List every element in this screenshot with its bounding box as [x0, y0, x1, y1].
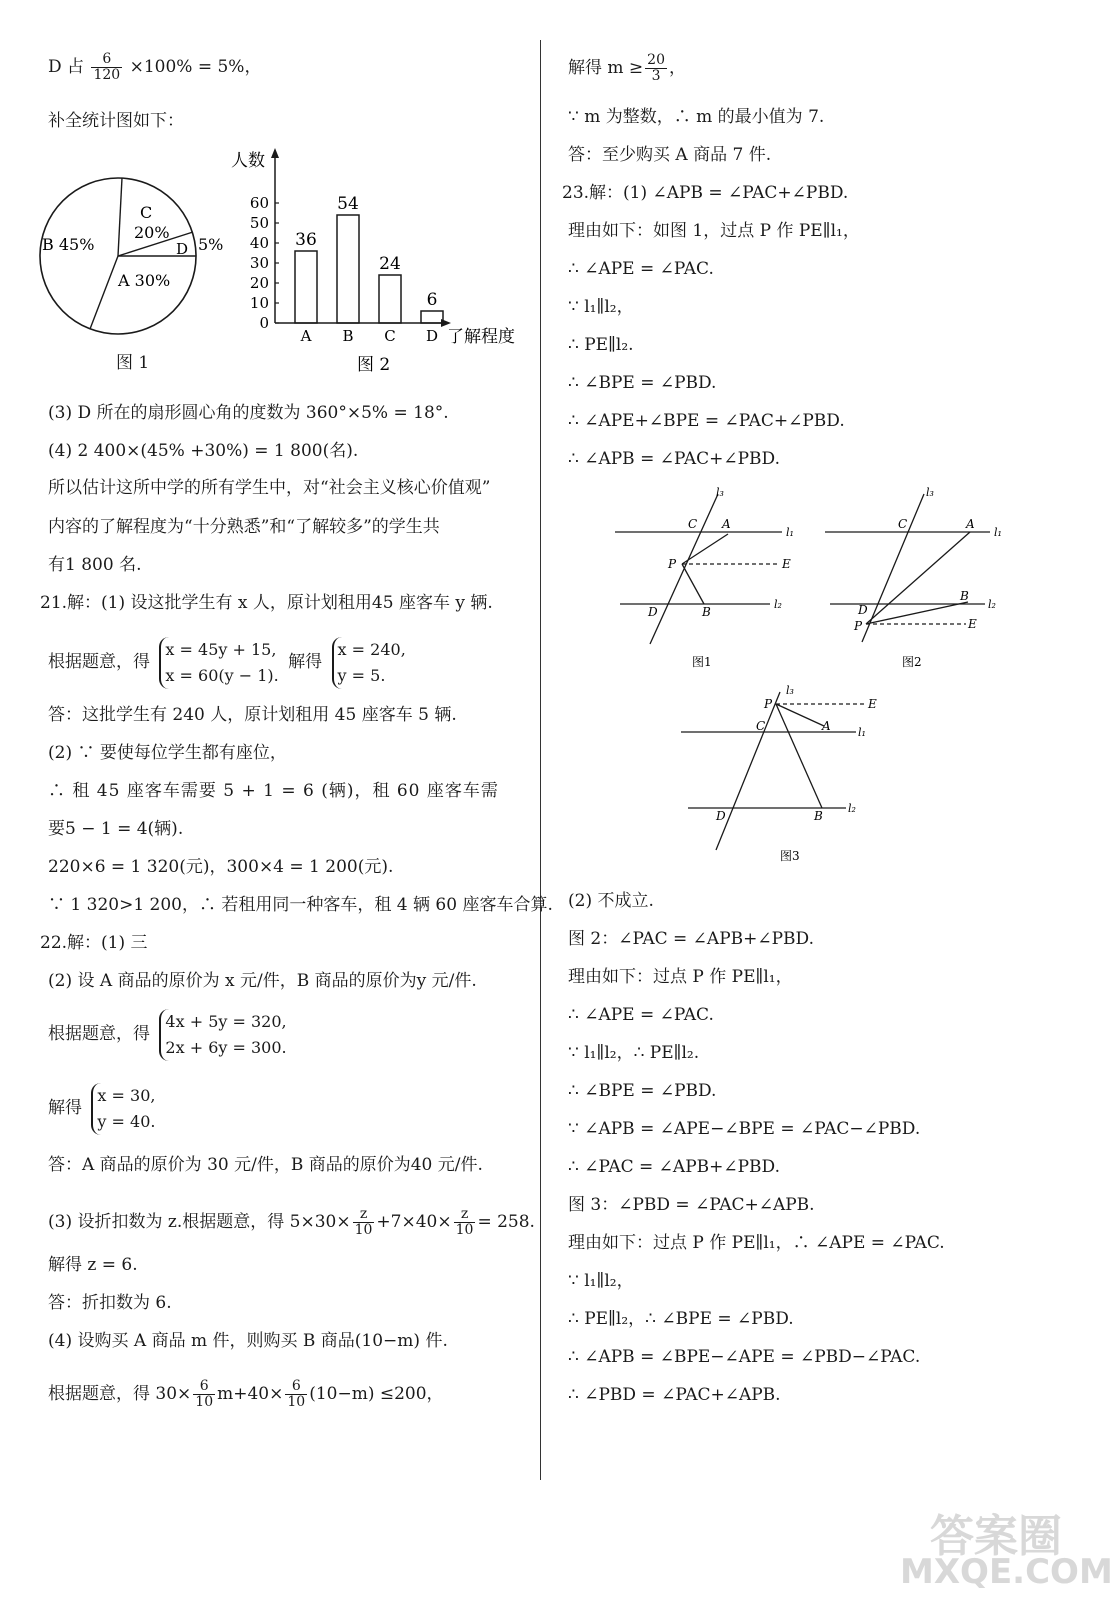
line: (3) D 所在的扇形圆心角的度数为 360°×5% = 18°.	[48, 403, 449, 423]
denominator: 10	[354, 1222, 373, 1238]
line: ∴ PE∥l₂.	[568, 335, 634, 355]
line: ∴ ∠APE = ∠PAC.	[568, 1005, 714, 1025]
text: = 258.	[477, 1212, 535, 1232]
line: 答：这批学生有 240 人，原计划租用 45 座客车 5 辆.	[48, 705, 457, 725]
denominator: 10	[195, 1394, 214, 1410]
y-axis-title: 人数	[231, 151, 265, 171]
line: ∵ m 为整数，∴ m 的最小值为 7.	[568, 107, 825, 127]
label-d: D	[648, 605, 658, 619]
text: (10−m) ≤200，	[309, 1384, 444, 1404]
line: ∵ ∠APB = ∠APE−∠BPE = ∠PAC−∠PBD.	[568, 1119, 921, 1139]
x-axis-title: 了解程度	[447, 327, 515, 347]
equation-system	[159, 637, 278, 689]
line-l3	[716, 692, 780, 850]
label-a: A	[822, 719, 831, 733]
label-c: C	[756, 719, 766, 733]
equation-system	[91, 1083, 155, 1135]
line-equation-3	[48, 1200, 535, 1244]
label-p: P	[764, 697, 773, 711]
pie-label-d-percent: 5%	[198, 235, 224, 254]
text: 根据题意，得	[48, 652, 150, 672]
line: (2) ∵ 要使每位学生都有座位，	[48, 743, 287, 763]
pie-label-d: D	[176, 240, 189, 258]
fraction	[193, 1379, 215, 1410]
line: ∴ ∠APE+∠BPE = ∠PAC+∠PBD.	[568, 411, 845, 431]
x-tick-label: C	[384, 327, 396, 345]
figure-caption: 图2	[902, 655, 922, 669]
line: (4) 2 400×(45% +30%) = 1 800(名).	[48, 441, 359, 461]
line: 答：折扣数为 6.	[48, 1293, 172, 1313]
segment-pa	[866, 532, 970, 624]
line: (2) 不成立.	[568, 891, 654, 911]
numerator: 6	[193, 1379, 215, 1395]
slice-divider-a-b	[90, 256, 118, 329]
line: ∴ PE∥l₂，∴ ∠BPE = ∠PBD.	[568, 1309, 794, 1329]
label-d: D	[858, 603, 868, 617]
line: 补全统计图如下：	[48, 111, 184, 131]
line: (2) 设 A 商品的原价为 x 元/件，B 商品的原价为y 元/件.	[48, 971, 477, 991]
label-d: D	[716, 809, 726, 823]
geometry-figure-2	[820, 482, 1020, 672]
bar-a	[295, 251, 317, 323]
text: 解得	[288, 652, 323, 672]
line: 有1 800 名.	[48, 555, 142, 575]
bar-value-label: 24	[379, 254, 401, 274]
equation-system	[159, 1009, 286, 1061]
denominator: 10	[455, 1222, 474, 1238]
text: ，	[669, 58, 686, 78]
line-solve-m	[568, 46, 686, 90]
text: +7×40×	[376, 1212, 452, 1232]
pie-label-b: B 45%	[42, 235, 95, 254]
line: 所以估计这所中学的所有学生中，对“社会主义核心价值观”	[48, 478, 491, 498]
geometry-figure-3	[676, 684, 896, 864]
numerator: z	[353, 1207, 375, 1223]
equation: x = 60(y − 1).	[165, 665, 279, 685]
label-b: B	[814, 809, 823, 823]
text: (3) 设折扣数为 z.根据题意，得 5×30×	[48, 1212, 351, 1232]
line: 21.解：(1) 设这批学生有 x 人，原计划租用45 座客车 y 辆.	[40, 593, 493, 613]
label-a: A	[966, 517, 975, 531]
segment-pb	[682, 564, 704, 604]
label-l2: l₂	[988, 598, 996, 611]
line: 23.解：(1) ∠APB = ∠PAC+∠PBD.	[562, 183, 849, 203]
text: 解得 m ≥	[568, 58, 644, 78]
slice-divider-b-c	[118, 178, 122, 256]
label-l2: l₂	[774, 598, 782, 611]
segment-pa	[776, 704, 824, 726]
bar-value-label: 6	[426, 290, 438, 310]
line: ∴ ∠PAC = ∠APB+∠PBD.	[568, 1157, 780, 1177]
equation: x = 240,	[337, 639, 406, 659]
y-tick-label: 10	[249, 294, 269, 312]
numerator: 20	[647, 52, 665, 68]
line: 要5 − 1 = 4(辆).	[48, 819, 184, 839]
y-tick-label: 0	[259, 314, 269, 332]
geometry-figure-1	[610, 482, 810, 672]
line: ∴ ∠APB = ∠BPE−∠APE = ∠PBD−∠PAC.	[568, 1347, 921, 1367]
line-system-22a	[48, 1006, 291, 1062]
fraction	[454, 1207, 476, 1238]
line: 理由如下：如图 1，过点 P 作 PE∥l₁，	[568, 221, 860, 241]
label-c: C	[898, 517, 908, 531]
equation: y = 5.	[337, 665, 386, 685]
x-tick-label: D	[425, 327, 439, 345]
line-system-22b	[48, 1080, 159, 1136]
label-l3: l₃	[926, 486, 934, 499]
label-l1: l₁	[994, 526, 1002, 539]
fraction	[353, 1207, 375, 1238]
label-l3: l₃	[716, 486, 724, 499]
y-tick-label: 30	[249, 254, 269, 272]
y-tick-label: 60	[249, 194, 269, 212]
equation: x = 30,	[97, 1085, 156, 1105]
bar-b	[337, 215, 359, 323]
label-l3: l₃	[786, 684, 794, 697]
fraction	[645, 53, 667, 84]
y-tick-label: 40	[249, 234, 269, 252]
fraction	[285, 1379, 307, 1410]
line: ∴ ∠BPE = ∠PBD.	[568, 373, 717, 393]
line: ∴ ∠APE = ∠PAC.	[568, 259, 714, 279]
bar-value-label: 36	[295, 230, 317, 250]
watermark-site: MXQE.COM	[900, 1552, 1113, 1592]
line-inequality-4	[48, 1372, 444, 1416]
line: ∴ 租 45 座客车需要 5 + 1 = 6 (辆)，租 60 座客车需	[48, 781, 499, 801]
line: 理由如下：过点 P 作 PE∥l₁，	[568, 967, 793, 987]
line: ∵ l₁∥l₂，	[568, 297, 634, 317]
line: (4) 设购买 A 商品 m 件，则购买 B 商品(10−m) 件.	[48, 1331, 448, 1351]
segment-pa	[682, 534, 728, 564]
text: 解得	[48, 1098, 82, 1118]
label-e: E	[782, 557, 791, 571]
bar-chart-caption: 图 2	[357, 355, 391, 375]
equation: 4x + 5y = 320,	[165, 1011, 287, 1031]
line: ∵ l₁∥l₂，∴ PE∥l₂.	[568, 1043, 700, 1063]
label-p: P	[668, 557, 677, 571]
label-e: E	[868, 697, 877, 711]
label-l1: l₁	[858, 726, 866, 739]
pie-caption: 图 1	[116, 353, 150, 373]
y-tick-label: 50	[249, 214, 269, 232]
line: ∴ ∠APB = ∠PAC+∠PBD.	[568, 449, 780, 469]
denominator: 3	[651, 68, 661, 84]
text: m+40×	[217, 1384, 284, 1404]
denominator: 10	[287, 1394, 306, 1410]
pie-chart	[30, 170, 235, 375]
pie-label-c: C	[140, 203, 153, 222]
label-p: P	[854, 619, 863, 633]
line: 图 3：∠PBD = ∠PAC+∠APB.	[568, 1195, 815, 1215]
label-b: B	[702, 605, 711, 619]
line: ∴ ∠BPE = ∠PBD.	[568, 1081, 717, 1101]
column-divider	[540, 40, 541, 1480]
y-tick-label: 20	[249, 274, 269, 292]
equation-system	[332, 637, 406, 689]
line: 图 2：∠PAC = ∠APB+∠PBD.	[568, 929, 814, 949]
equation: x = 45y + 15,	[165, 639, 277, 659]
y-axis-arrow	[271, 148, 279, 158]
line: ∴ ∠PBD = ∠PAC+∠APB.	[568, 1385, 781, 1405]
bar-d	[421, 311, 443, 323]
label-l1: l₁	[786, 526, 794, 539]
line-d-percent	[48, 52, 261, 83]
segment-pb	[866, 602, 968, 624]
equation: 2x + 6y = 300.	[165, 1037, 287, 1057]
pie-label-a: A 30%	[118, 271, 171, 290]
bar-value-label: 54	[337, 194, 359, 214]
label-e: E	[968, 617, 977, 631]
x-tick-label: B	[342, 327, 354, 345]
label-a: A	[722, 517, 731, 531]
line: 答：至少购买 A 商品 7 件.	[568, 145, 772, 165]
line: 22.解：(1) 三	[40, 933, 148, 953]
line-system-21	[48, 634, 410, 690]
line: 内容的了解程度为“十分熟悉”和“了解较多”的学生共	[48, 517, 440, 537]
label-b: B	[960, 589, 969, 603]
line: 答：A 商品的原价为 30 元/件，B 商品的原价为40 元/件.	[48, 1155, 483, 1175]
line: 220×6 = 1 320(元)，300×4 = 1 200(元).	[48, 857, 394, 877]
x-tick-label: A	[300, 327, 312, 345]
numerator: z	[454, 1207, 476, 1223]
line-l3	[650, 494, 718, 644]
segment-pb	[776, 704, 822, 808]
label-c: C	[688, 517, 698, 531]
figure-caption: 图1	[692, 655, 712, 669]
line: 解得 z = 6.	[48, 1255, 138, 1275]
denominator: 120	[93, 67, 121, 83]
line: ∵ 1 320>1 200，∴ 若租用同一种客车，租 4 辆 60 座客车合算.	[48, 895, 553, 915]
text: 根据题意，得	[48, 1024, 150, 1044]
line: ∵ l₁∥l₂，	[568, 1271, 634, 1291]
label-l2: l₂	[848, 802, 856, 815]
numerator: 6	[285, 1379, 307, 1395]
text: D 占	[48, 57, 85, 77]
watermark-logo: 答案圈	[930, 1511, 1062, 1562]
bar-chart	[225, 140, 535, 380]
text: ×100% = 5%，	[129, 57, 262, 77]
pie-label-c-percent: 20%	[134, 223, 170, 242]
numerator: 6	[91, 52, 122, 68]
line: 理由如下：过点 P 作 PE∥l₁，∴ ∠APE = ∠PAC.	[568, 1233, 945, 1253]
fraction	[91, 52, 122, 83]
text: 根据题意，得 30×	[48, 1384, 192, 1404]
bar-c	[379, 275, 401, 323]
figure-caption: 图3	[780, 849, 800, 863]
equation: y = 40.	[97, 1111, 156, 1131]
